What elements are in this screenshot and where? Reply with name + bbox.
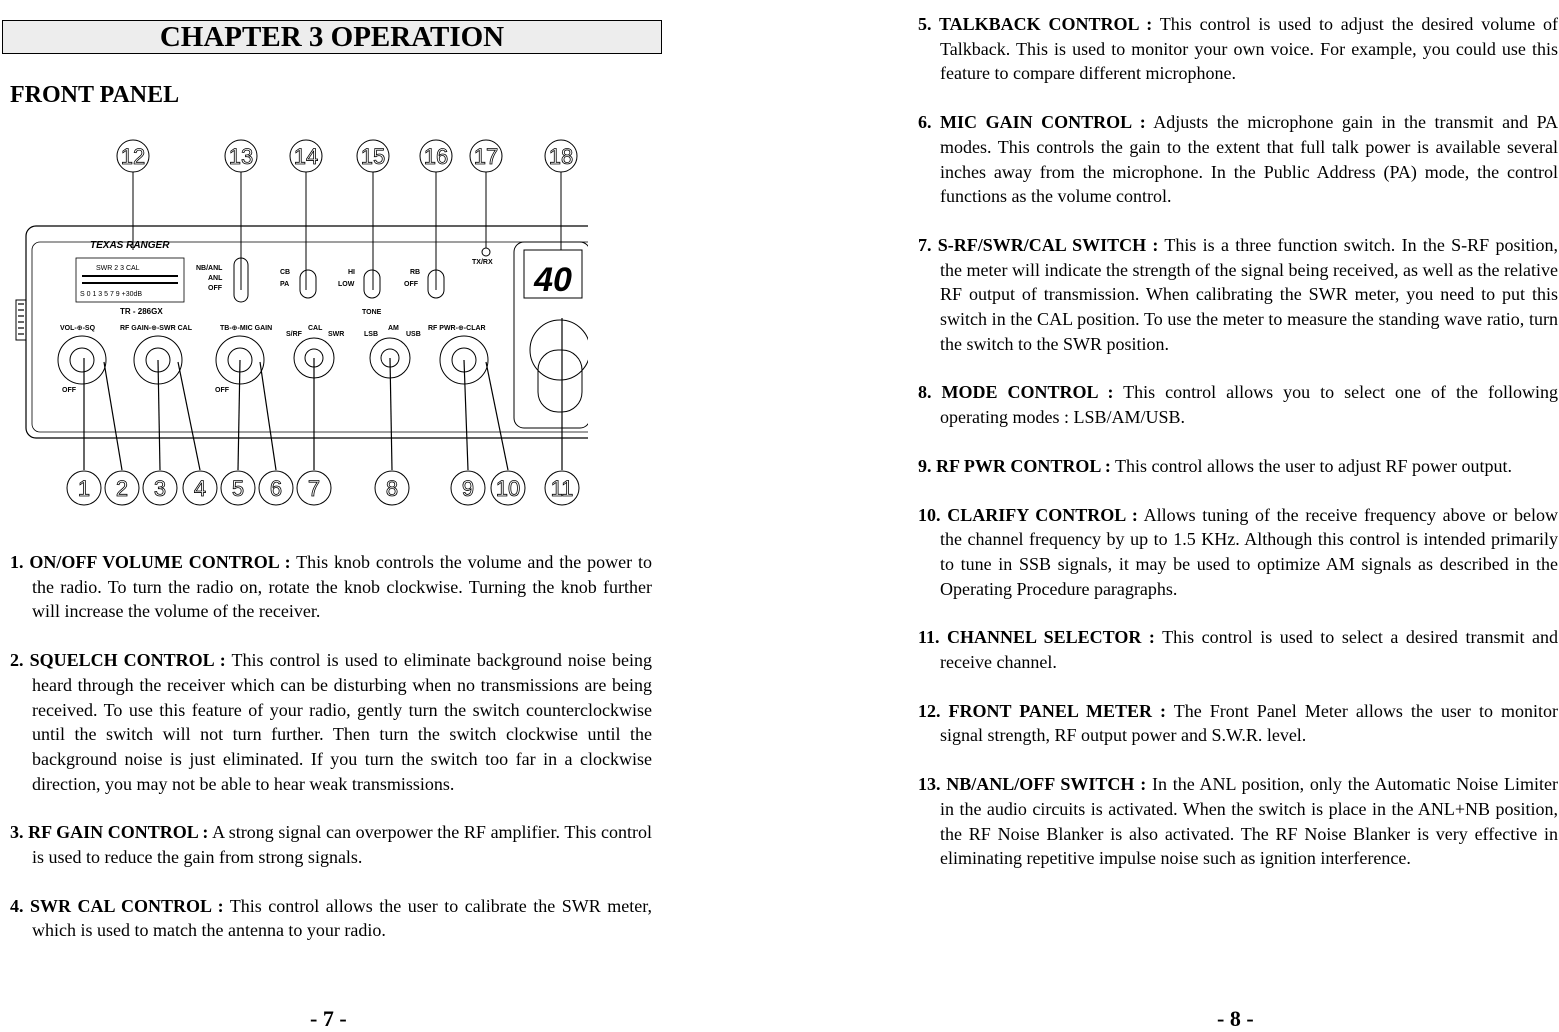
- svg-text:5: 5: [231, 476, 245, 501]
- svg-text:NB/ANL: NB/ANL: [196, 265, 223, 272]
- left-page: [0, 0, 680, 1029]
- callouts-top: [117, 140, 577, 290]
- svg-text:TX/RX: TX/RX: [472, 259, 493, 266]
- chapter-title: CHAPTER 3 OPERATION: [2, 20, 662, 54]
- svg-text:10: 10: [495, 476, 521, 501]
- control-list-right: [918, 0, 1558, 895]
- svg-text:OFF: OFF: [62, 387, 76, 394]
- list-item: 4. SWR CAL CONTROL : This control allows the user to calibrate the SWR meter, which is used to match the antenna to your radio.: [10, 895, 652, 941]
- svg-text:6: 6: [269, 476, 283, 501]
- section-title: FRONT PANEL: [10, 82, 180, 108]
- list-item: 10. CLARIFY CONTROL : Allows tuning of the receive frequency above or below the channel frequency by up to 1.5 KHz. Although this control is intended primarily to tune in SSB signals, it may be used to optimize AM signals as described in the Operating Procedure paragraphs.: [918, 504, 1558, 599]
- list-item: 6. MIC GAIN CONTROL : Adjusts the microphone gain in the transmit and PA modes. This controls the gain to the extent that full talk power is available several inches away from the microphone. In the Public Address (PA) mode, the control functions as the volume control.: [918, 112, 1558, 207]
- callout-label: 14: [293, 144, 319, 169]
- svg-text:TONE: TONE: [362, 309, 382, 316]
- callout-label: 18: [548, 144, 574, 169]
- list-item: 11. CHANNEL SELECTOR : This control is used to select a desired transmit and receive channel.: [918, 627, 1558, 673]
- svg-text:ANL: ANL: [208, 275, 223, 282]
- list-item: 5. TALKBACK CONTROL : This control is used to adjust the desired volume of Talkback. This is used to monitor your own voice. For example, you could use this feature to compare different microphone.: [918, 14, 1558, 84]
- list-item: 7. S-RF/SWR/CAL SWITCH : This is a three function switch. In the S-RF position, the meter will indicate the strength of the signal being received, as well as the relative RF output of transmission. When calibrating the SWR meter, you need to put this switch in the CAL position. To use the meter to measure the standing wave ratio, turn the switch to the SWR position.: [918, 234, 1558, 354]
- callout-label: 17: [473, 144, 499, 169]
- channel-display: 40: [534, 261, 572, 299]
- svg-text:S/RF: S/RF: [286, 331, 302, 338]
- right-page: [905, 0, 1559, 1029]
- svg-text:S 0 1 3 5 7 9 +30dB: S 0 1 3 5 7 9 +30dB: [80, 291, 143, 298]
- front-panel-meter: [76, 258, 184, 316]
- svg-text:RF PWR-⊕-CLAR: RF PWR-⊕-CLAR: [428, 325, 486, 332]
- page-number: - 8 -: [1217, 1006, 1254, 1031]
- svg-text:LOW: LOW: [338, 281, 355, 288]
- svg-text:SWR 2 3 CAL: SWR 2 3 CAL: [96, 265, 140, 272]
- svg-text:LSB: LSB: [364, 331, 378, 338]
- svg-text:CB: CB: [280, 269, 291, 276]
- svg-text:RF GAIN-⊕-SWR CAL: RF GAIN-⊕-SWR CAL: [120, 325, 192, 332]
- channel-area: [514, 242, 588, 428]
- front-panel-diagram: [8, 130, 588, 508]
- list-item: 12. FRONT PANEL METER : The Front Panel Meter allows the user to monitor signal strength, RF output power and S.W.R. level.: [918, 700, 1558, 746]
- page-number: - 7 -: [310, 1006, 347, 1031]
- svg-text:7: 7: [307, 476, 321, 501]
- svg-text:4: 4: [193, 476, 207, 501]
- list-item: 3. RF GAIN CONTROL : A strong signal can overpower the RF amplifier. This control is used to reduce the gain from strong signals.: [10, 822, 652, 868]
- svg-text:TB-⊕-MIC GAIN: TB-⊕-MIC GAIN: [220, 325, 273, 332]
- svg-text:8: 8: [385, 476, 399, 501]
- svg-text:RB: RB: [410, 269, 421, 276]
- svg-text:AM: AM: [388, 325, 399, 332]
- svg-text:VOL-⊕-SQ: VOL-⊕-SQ: [60, 325, 96, 332]
- svg-text:USB: USB: [406, 331, 421, 338]
- list-item: 13. NB/ANL/OFF SWITCH : In the ANL position, only the Automatic Noise Limiter in the audio circuits is activated. When the switch is place in the ANL+NB position, the RF Noise Blanker is also activated. The RF Noise Blanker is very effective in eliminating repetitive impulse noise such as ignition interference.: [918, 774, 1559, 869]
- list-item: 8. MODE CONTROL : This control allows you to select one of the following operating modes : LSB/AM/USB.: [918, 382, 1558, 428]
- brand: TEXAS RANGER: [90, 240, 170, 251]
- svg-text:2: 2: [115, 476, 129, 501]
- svg-text:9: 9: [461, 476, 475, 501]
- svg-text:CAL: CAL: [308, 325, 323, 332]
- svg-text:OFF: OFF: [215, 387, 229, 394]
- svg-text:SWR: SWR: [328, 331, 345, 338]
- svg-text:HI: HI: [348, 269, 355, 276]
- svg-text:11: 11: [550, 476, 574, 501]
- callout-label: 13: [228, 144, 254, 169]
- svg-text:PA: PA: [280, 281, 290, 288]
- knobs: [58, 336, 488, 384]
- svg-text:3: 3: [153, 476, 167, 501]
- list-item: 1. ON/OFF VOLUME CONTROL : This knob controls the volume and the power to the radio. To turn the radio on, rotate the knob clockwise. Turning the knob further will increase the volume of the receiver.: [10, 552, 652, 622]
- list-item: 9. RF PWR CONTROL : This control allows the user to adjust RF power output.: [918, 455, 1512, 476]
- callout-label: 12: [120, 144, 146, 169]
- callout-label: 16: [423, 144, 449, 169]
- svg-text:1: 1: [77, 476, 91, 501]
- svg-text:OFF: OFF: [404, 281, 418, 288]
- svg-text:TR - 286GX: TR - 286GX: [120, 307, 163, 316]
- svg-text:OFF: OFF: [208, 285, 222, 292]
- callout-label: 15: [360, 144, 386, 169]
- list-item: 2. SQUELCH CONTROL : This control is used to eliminate background noise being heard through the receiver which can be disturbing when no transmissions are being received. To use this feature of your radio, gently turn the switch counterclockwise until the switch will not turn further. Then turn the switch clockwise until the background noise is just eliminated. If you turn the switch too far in a clockwise direction, you may not be able to hear weak transmissions.: [10, 650, 652, 794]
- control-list-left: [10, 532, 652, 967]
